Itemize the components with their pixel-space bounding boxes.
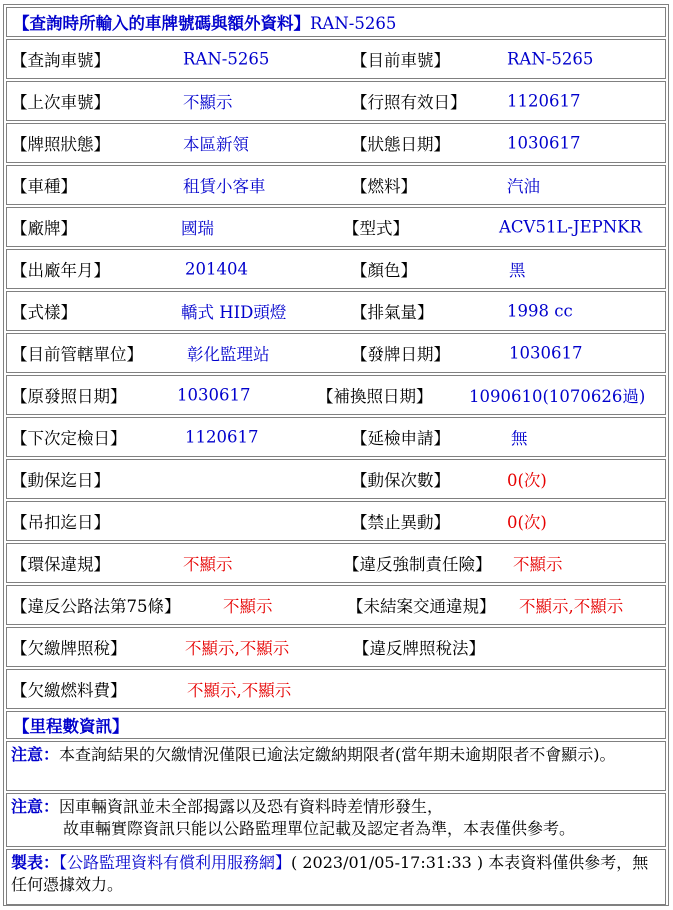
field-value-right: 0(次) <box>507 513 547 532</box>
field-row <box>6 291 666 331</box>
field-label-right: 【狀態日期】 <box>351 135 450 154</box>
field-row <box>6 81 666 121</box>
field-label-right: 【目前車號】 <box>351 51 450 70</box>
field-value-left: 不顯示 <box>223 597 273 616</box>
field-label-right: 【禁止異動】 <box>351 513 450 532</box>
note-text: 本查詢結果的欠繳情況僅限已逾法定繳納期限者(當年期未逾期限者不會顯示)。 <box>59 745 616 764</box>
field-value-left: 不顯示,不顯示 <box>187 681 292 700</box>
note-header: 注意： <box>11 797 60 816</box>
field-label-right: 【延檢申請】 <box>351 429 450 448</box>
field-row <box>6 543 666 583</box>
note-overdue <box>6 741 666 791</box>
field-row <box>6 207 666 247</box>
field-label-right: 【動保次數】 <box>351 471 450 490</box>
field-value-right: 不顯示,不顯示 <box>519 597 624 616</box>
field-row <box>6 417 666 457</box>
field-label-right: 【顏色】 <box>351 261 417 280</box>
field-row <box>6 627 666 667</box>
field-row <box>6 333 666 373</box>
field-label-right: 【排氣量】 <box>351 303 434 322</box>
field-label-left: 【式樣】 <box>11 303 77 322</box>
footer-header: 製表： <box>11 853 60 872</box>
note-line-2: 故車輛實際資訊只能以公路監理單位記載及認定者為準，本表僅供參考。 <box>63 819 576 838</box>
field-label-left: 【動保迄日】 <box>11 471 110 490</box>
field-value-right: 不顯示 <box>513 555 563 574</box>
field-row <box>6 501 666 541</box>
field-value-right: 1030617 <box>507 133 581 153</box>
field-row <box>6 165 666 205</box>
note-line-1: 因車輛資訊並未全部揭露以及恐有資料時差情形發生， <box>59 797 444 816</box>
field-value-left: 彰化監理站 <box>187 345 270 364</box>
note-header: 注意： <box>11 745 60 764</box>
field-value-left: 1120617 <box>185 427 259 447</box>
field-value-left: 不顯示,不顯示 <box>185 639 290 658</box>
field-label-right: 【行照有效日】 <box>351 93 467 112</box>
note-disclaimer <box>6 793 666 847</box>
mileage-label: 【里程數資訊】 <box>13 717 129 736</box>
field-value-left: 不顯示 <box>183 93 233 112</box>
field-label-right: 【燃料】 <box>351 177 417 196</box>
vehicle-info-table <box>3 4 669 906</box>
field-value-left: 1030617 <box>177 385 251 405</box>
footer-text: ( 2023/01/05-17:31:33 ) 本表資料僅供參考，無任何憑據效力。 <box>11 853 649 894</box>
field-label-left: 【出廠年月】 <box>11 261 110 280</box>
footer-note <box>6 849 666 905</box>
field-label-right: 【未結案交通違規】 <box>347 597 496 616</box>
field-label-left: 【廠牌】 <box>11 219 77 238</box>
field-label-left: 【欠繳燃料費】 <box>11 681 127 700</box>
field-label-right: 【補換照日期】 <box>317 387 433 406</box>
field-label-right: 【型式】 <box>343 219 409 238</box>
field-label-left: 【牌照狀態】 <box>11 135 110 154</box>
field-value-right: 0(次) <box>507 471 547 490</box>
field-label-right: 【違反強制責任險】 <box>343 555 492 574</box>
footer-source: 【公路監理資料有償利用服務網】 <box>59 853 292 872</box>
field-label-left: 【上次車號】 <box>11 93 110 112</box>
table-title: 【查詢時所輸入的車牌號碼與額外資料】 <box>13 14 310 33</box>
field-label-left: 【車種】 <box>11 177 77 196</box>
field-row <box>6 375 666 415</box>
field-label-left: 【環保違規】 <box>11 555 110 574</box>
field-value-left: 201404 <box>185 259 248 279</box>
field-value-right: 黑 <box>509 261 526 280</box>
field-value-right: RAN-5265 <box>507 49 594 69</box>
field-label-left: 【違反公路法第75條】 <box>11 597 181 616</box>
field-row <box>6 249 666 289</box>
mileage-section-header <box>6 711 666 739</box>
field-row <box>6 585 666 625</box>
field-value-right: 1090610(1070626過) <box>469 387 646 406</box>
field-value-right: 汽油 <box>507 177 540 196</box>
field-label-right: 【發牌日期】 <box>351 345 450 364</box>
title-plate: RAN-5265 <box>310 14 397 33</box>
field-value-right: 1998 cc <box>507 301 573 321</box>
field-label-left: 【查詢車號】 <box>11 51 110 70</box>
field-value-left: 本區新領 <box>183 135 249 154</box>
field-row <box>6 459 666 499</box>
field-label-right: 【違反牌照稅法】 <box>353 639 485 658</box>
table-title-row <box>6 7 666 37</box>
field-value-left: 轎式 HID頭燈 <box>181 303 287 322</box>
field-value-right: 1030617 <box>509 343 583 363</box>
field-value-right: 無 <box>511 429 528 448</box>
field-label-left: 【原發照日期】 <box>11 387 127 406</box>
field-value-left: 租賃小客車 <box>183 177 266 196</box>
field-value-left: 不顯示 <box>183 555 233 574</box>
field-label-left: 【下次定檢日】 <box>11 429 127 448</box>
field-row <box>6 123 666 163</box>
field-value-right: 1120617 <box>507 91 581 111</box>
field-row <box>6 669 666 709</box>
field-label-left: 【吊扣迄日】 <box>11 513 110 532</box>
field-value-left: RAN-5265 <box>183 49 270 69</box>
field-value-right: ACV51L-JEPNKR <box>499 217 642 237</box>
field-value-left: 國瑞 <box>181 219 214 238</box>
field-label-left: 【目前管轄單位】 <box>11 345 143 364</box>
field-row <box>6 39 666 79</box>
field-label-left: 【欠繳牌照稅】 <box>11 639 127 658</box>
